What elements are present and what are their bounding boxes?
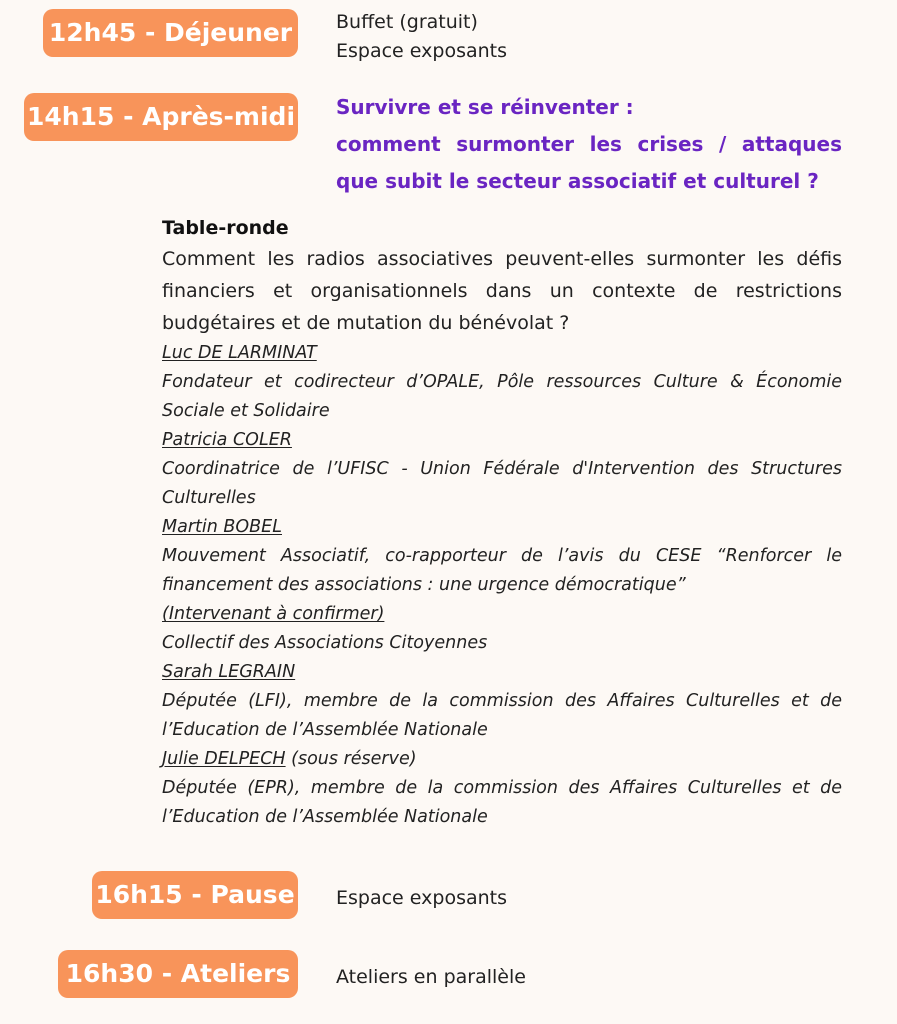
afternoon-title-line-1: Survivre et se réinventer : bbox=[336, 95, 634, 119]
lunch-line-buffet: Buffet (gratuit) bbox=[336, 11, 478, 33]
speaker-name: Patricia COLER bbox=[162, 430, 292, 450]
time-badge-pause: 16h15 - Pause bbox=[92, 871, 298, 919]
speaker-entry bbox=[162, 513, 842, 600]
speaker-name: Julie DELPECH (sous réserve) bbox=[162, 749, 417, 769]
speaker-note: (sous réserve) bbox=[285, 749, 417, 769]
speaker-entry bbox=[162, 339, 842, 426]
speaker-role: Députée (LFI), membre de la commission des Affaires Culturelles et de l’Education de l’Assemblée Nationale bbox=[162, 691, 842, 740]
speaker-entry bbox=[162, 600, 842, 658]
speaker-role: Mouvement Associatif, co-rapporteur de l’avis du CESE “Renforcer le financement des associations : une urgence démocratique” bbox=[162, 546, 842, 595]
speaker-name: Sarah LEGRAIN bbox=[162, 662, 296, 682]
afternoon-title-line-3: que subit le secteur associatif et culturel ? bbox=[336, 169, 819, 193]
speaker-name: Martin BOBEL bbox=[162, 517, 282, 537]
speaker-role: Fondateur et codirecteur d’OPALE, Pôle ressources Culture & Économie Sociale et Solidaire bbox=[162, 372, 842, 421]
speaker-role: Députée (EPR), membre de la commission des Affaires Culturelles et de l’Education de l’Assemblée Nationale bbox=[162, 778, 842, 827]
lunch-details bbox=[336, 8, 507, 66]
speaker-name: Luc DE LARMINAT bbox=[162, 343, 317, 363]
time-badge-lunch: 12h45 - Déjeuner bbox=[43, 9, 298, 57]
afternoon-session-title bbox=[336, 89, 842, 200]
roundtable-section bbox=[162, 213, 842, 832]
speaker-entry bbox=[162, 658, 842, 745]
lunch-line-exhibitors: Espace exposants bbox=[336, 40, 507, 62]
workshops-details: Ateliers en parallèle bbox=[336, 966, 526, 988]
pause-details: Espace exposants bbox=[336, 887, 507, 909]
speaker-list bbox=[162, 339, 842, 832]
speaker-name: (Intervenant à confirmer) bbox=[162, 604, 385, 624]
speaker-entry bbox=[162, 426, 842, 513]
speaker-role: Collectif des Associations Citoyennes bbox=[162, 633, 488, 653]
speaker-role: Coordinatrice de l’UFISC - Union Fédérale d'Intervention des Structures Culturelles bbox=[162, 459, 842, 508]
speaker-entry bbox=[162, 745, 842, 832]
afternoon-title-line-2: comment surmonter les crises / attaques bbox=[336, 132, 842, 156]
time-badge-afternoon: 14h15 - Après-midi bbox=[24, 93, 298, 141]
time-badge-workshops: 16h30 - Ateliers bbox=[58, 950, 298, 998]
roundtable-question: Comment les radios associatives peuvent-elles surmonter les défis financiers et organisationnels dans un contexte de restrictions budgétaires et de mutation du bénévolat ? bbox=[162, 248, 842, 334]
roundtable-heading: Table-ronde bbox=[162, 217, 289, 239]
